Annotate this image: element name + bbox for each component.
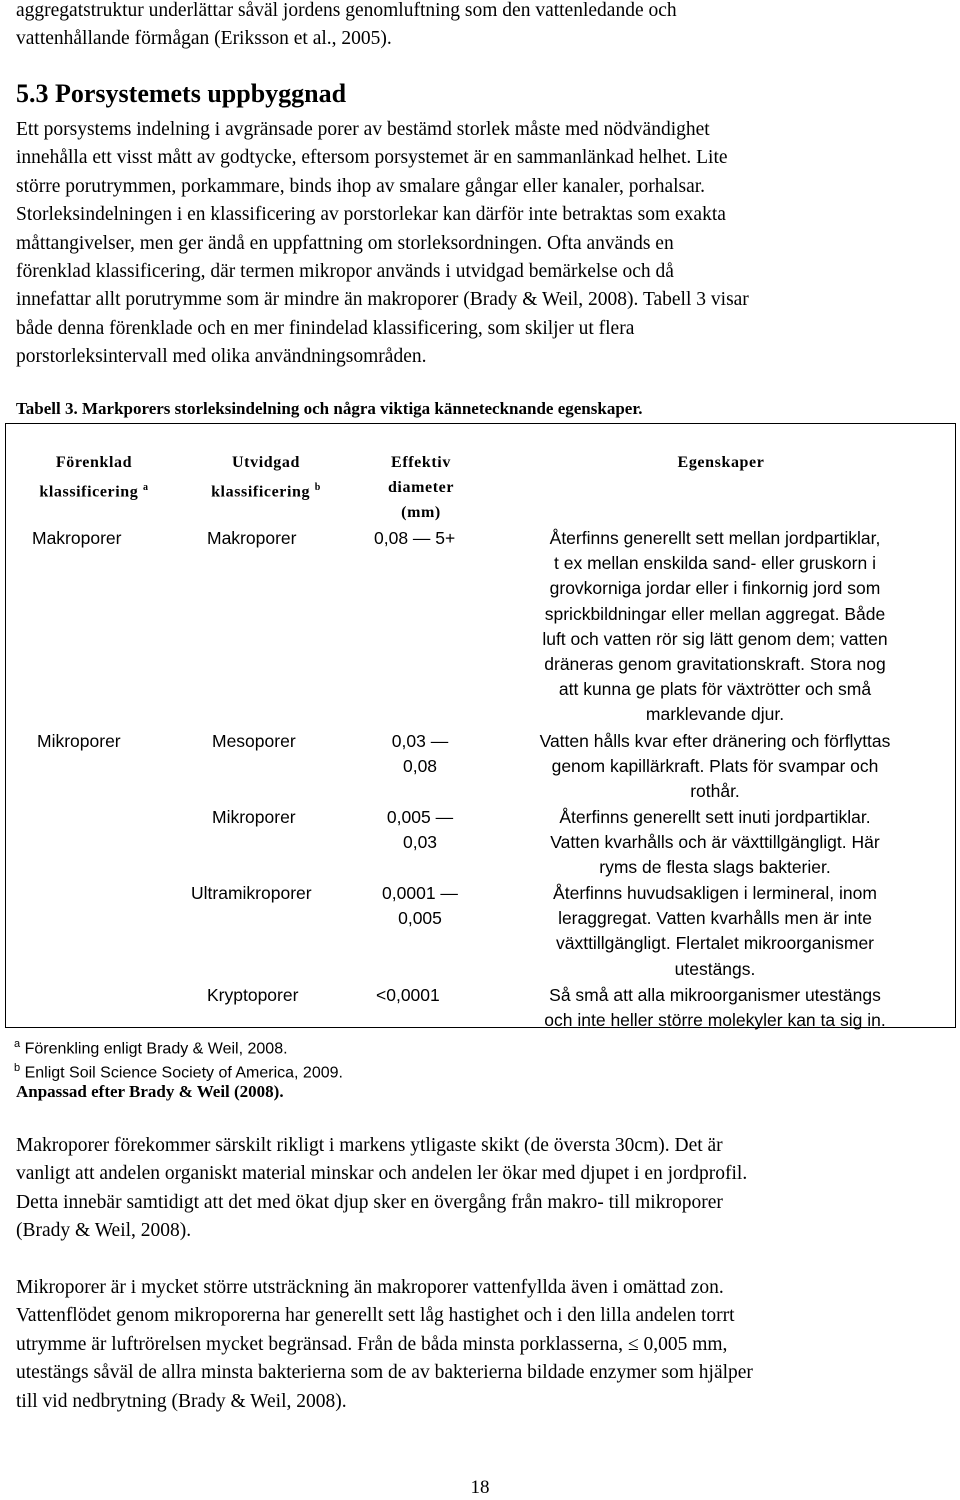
table-row-crypto-properties: Så små att alla mikroorganismer utestängs och inte heller större molekyler kan ta sig in.: [544, 985, 886, 1031]
paragraph-line: till vid nedbrytning (Brady & Weil, 2008).: [16, 1390, 347, 1412]
paragraph-line: utestängs såväl de allra minsta bakterierna som de av bakterierna bildade enzymer som hjälper: [16, 1362, 753, 1384]
paragraph-line: Makroporer förekommer särskilt rikligt i markens ytligaste skikt (de översta 30cm). Det är: [16, 1135, 723, 1156]
table-row-macro-simple: Makroporer: [32, 528, 122, 548]
header-simple-classification: Förenklad klassificering $^a$: [39, 454, 149, 501]
table-row-ultramicro-properties: Återfinns huvudsakligen i lermineral, inom leraggregat. Vatten kvarhålls men är inte växttillgängligt. Flertalet mikroorganismer utestängs.: [553, 883, 877, 979]
paragraph-line: innehålla ett visst mått av godtycke, eftersom porsystemet är en sammanlänkad helhet. Lite: [16, 147, 728, 169]
paragraph-line: innefattar allt porutrymme som är mindre än makroporer (Brady & Weil, 2008). Tabell 3 visar: [16, 289, 749, 311]
paragraph-line: Mikroporer är i mycket större utsträckning än makroporer vattenfyllda även i omättad zon.: [16, 1277, 724, 1298]
header-effective-diameter: Effektiv diameter (mm): [387, 454, 455, 521]
table-row-micro-diameter: 0,005 — 0,03: [386, 807, 454, 853]
intro-line: vattenhållande förmågan (Eriksson et al., 2005).: [16, 28, 392, 50]
table-row-micro-properties: Återfinns generellt sett inuti jordpartiklar. Vatten kvarhålls och är växttillgängligt. Här ryms de flesta slags bakterier.: [550, 807, 880, 878]
section-paragraph: [16, 116, 946, 372]
table-row-macro-properties: Återfinns generellt sett mellan jordpartiklar, t ex mellan enskilda sand- eller gruskorn i grovkorniga jordar eller i finkornig jord som sprickbildningar eller mellan aggregat. Både luft och vatten rör sig lätt genom dem; vatten dräneras genom gravitationskraft. Stora nog att kunna ge plats för växtrötter och små marklevande djur.: [542, 528, 888, 725]
table-row-meso-properties: Vatten hålls kvar efter dränering och förflyttas genom kapillärkraft. Plats för svampar och rothår.: [539, 731, 891, 802]
paragraph-line: vanligt att andelen organiskt material minskar och andelen ler ökar med djupet i en jordprofil.: [16, 1163, 748, 1185]
paragraph-line: utrymme är luftrörelsen mycket begränsad. Från de båda minsta porklasserna, ≤ 0,005 mm,: [16, 1333, 728, 1355]
header-extended-classification: Utvidgad klassificering $^b$: [211, 454, 321, 501]
table-caption: Tabell 3. Markporers storleksindelning och några viktiga kännetecknande egenskaper.: [16, 399, 643, 418]
pore-classification-table: [5, 423, 956, 1031]
table-row-meso-simple: Mikroporer: [37, 731, 121, 751]
footnote-a: $^a$ Förenkling enligt Brady & Weil, 2008.: [14, 1038, 288, 1058]
header-properties: Egenskaper: [677, 454, 765, 471]
paragraph-line: Vattenflödet genom mikroporerna har generellt sett låg hastighet och i den lilla andelen torrt: [16, 1305, 735, 1327]
paragraph-line: porstorleksintervall med olika användningsområden.: [16, 346, 427, 368]
paragraph-macropores: [16, 1132, 946, 1246]
page-number: 18: [470, 1477, 490, 1498]
table-row-meso-diameter: 0,03 — 0,08: [391, 731, 449, 777]
table-row-meso-extended: Mesoporer: [212, 731, 296, 751]
table-row-crypto-diameter: <0,0001: [376, 985, 440, 1005]
paragraph-line: Ett porsystems indelning i avgränsade porer av bestämd storlek måste med nödvändighet: [16, 119, 710, 140]
table-row-macro-extended: Makroporer: [207, 528, 297, 548]
table-row-macro-diameter: 0,08 — 5+: [374, 528, 456, 548]
paragraph-line: förenklad klassificering, där termen mikropor används i utvidgad bemärkelse och då: [16, 261, 674, 283]
paragraph-line: både denna förenklade och en mer finindelad klassificering, som skiljer ut flera: [16, 317, 635, 339]
paragraph-line: (Brady & Weil, 2008).: [16, 1220, 192, 1242]
paragraph-line: måttangivelser, men ger ändå en uppfattning om storleksordningen. Ofta används en: [16, 232, 674, 254]
paragraph-line: större porutrymmen, porkammare, binds ihop av smalare gångar eller kanaler, porhalsar.: [16, 175, 706, 197]
table-row-ultramicro-diameter: 0,0001 — 0,005: [382, 883, 458, 929]
intro-paragraph: [16, 0, 946, 54]
intro-line: aggregatstruktur underlättar såväl jordens genomluftning som den vattenledande och: [16, 0, 677, 21]
section-heading: 5.3 Porsystemets uppbyggnad: [16, 79, 347, 108]
table-row-micro-extended: Mikroporer: [212, 807, 296, 827]
table-row-crypto-extended: Kryptoporer: [207, 985, 299, 1005]
table-source: Anpassad efter Brady & Weil (2008).: [16, 1082, 284, 1101]
footnote-b: $^b$ Enligt Soil Science Society of America, 2009.: [14, 1062, 343, 1082]
table-row-ultramicro-extended: Ultramikroporer: [191, 883, 312, 903]
paragraph-line: Detta innebär samtidigt att det med ökat djup sker en övergång från makro- till mikroporer: [16, 1191, 723, 1213]
paragraph-line: Storleksindelningen i en klassificering av porstorlekar kan därför inte betraktas som exakta: [16, 204, 726, 226]
paragraph-micropores: [16, 1274, 946, 1416]
